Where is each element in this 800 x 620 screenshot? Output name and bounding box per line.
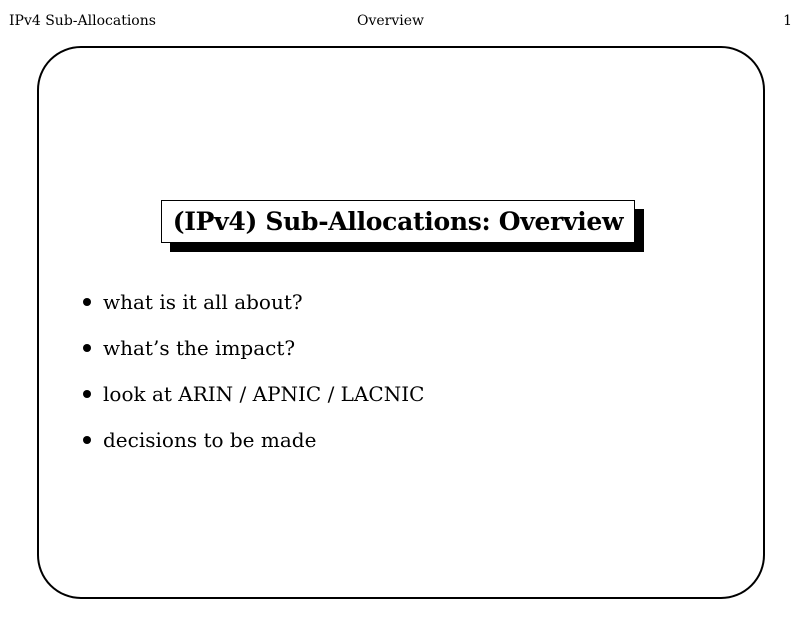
- bullet-text: decisions to be made: [103, 428, 317, 452]
- running-header-title: IPv4 Sub-Allocations: [9, 13, 156, 29]
- bullet-text: look at ARIN / APNIC / LACNIC: [103, 382, 425, 406]
- slide-title-container: [161, 200, 635, 243]
- page-number: 1: [783, 13, 792, 29]
- slide-frame: [37, 46, 765, 599]
- bullet-text: what’s the impact?: [103, 336, 296, 360]
- bullet-text: what is it all about?: [103, 290, 303, 314]
- running-header-section: Overview: [357, 13, 425, 29]
- bullet-icon: [83, 344, 91, 352]
- bullet-icon: [83, 298, 91, 306]
- slide-title: (IPv4) Sub-Allocations: Overview: [161, 200, 635, 243]
- bullet-icon: [83, 436, 91, 444]
- bullet-icon: [83, 390, 91, 398]
